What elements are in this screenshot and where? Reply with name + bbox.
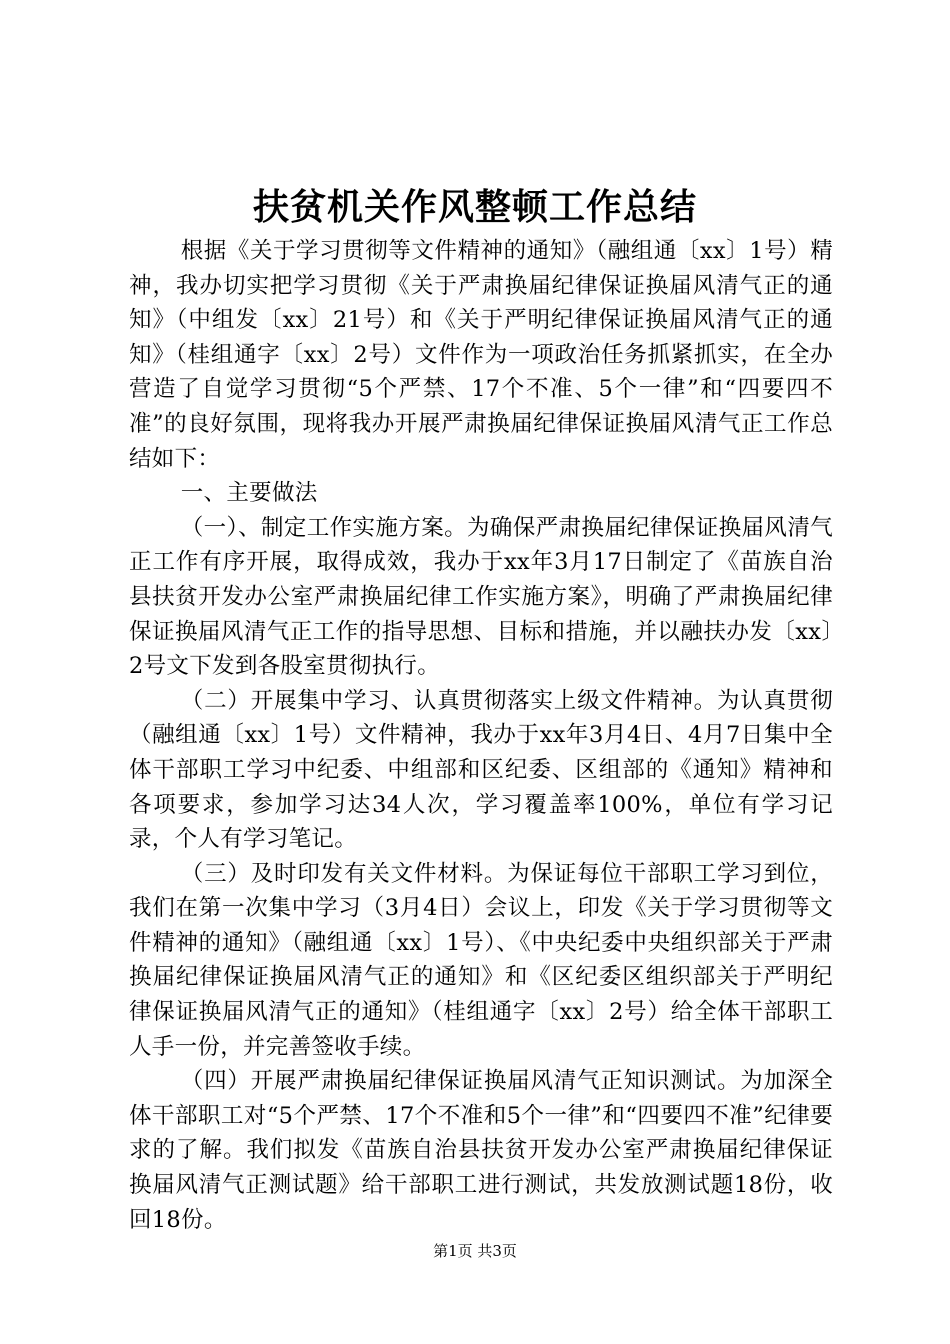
body-paragraph: （二）开展集中学习、认真贯彻落实上级文件精神。为认真贯彻（融组通〔xx〕1号）文件精神，我办于xx年3月4日、4月7日集中全体干部职工学习中纪委、中组部和区纪委、区组部的《通知》精神和各项要求，参加学习达34人次，学习覆盖率100%，单位有学习记录，个人有学习笔记。 <box>129 687 833 853</box>
body-paragraph: （四）开展严肃换届纪律保证换届风清气正知识测试。为加深全体干部职工对“5个严禁、17个不准和5个一律”和“四要四不准”纪律要求的了解。我们拟发《苗族自治县扶贫开发办公室严肃换届纪律保证换届风清气正测试题》给干部职工进行测试，共发放测试题18份，收回18份。 <box>129 1068 833 1233</box>
document-body <box>129 234 833 1237</box>
intro-paragraph: 根据《关于学习贯彻等文件精神的通知》（融组通〔xx〕1号）精神，我办切实把学习贯彻《关于严肃换届纪律保证换届风清气正的通知》（中组发〔xx〕21号）和《关于严明纪律保证换届风清气正的通知》（桂组通字〔xx〕2号）文件作为一项政治任务抓紧抓实，在全办营造了自觉学习贯彻“5个严禁、17个不准、5个一律”和“四要四不准”的良好氛围，现将我办开展严肃换届纪律保证换届风清气正工作总结如下： <box>129 238 833 472</box>
document-title: 扶贫机关作风整顿工作总结 <box>252 186 697 228</box>
body-paragraph: （一）、制定工作实施方案。为确保严肃换届纪律保证换届风清气正工作有序开展，取得成效，我办于xx年3月17日制定了《苗族自治县扶贫开发办公室严肃换届纪律工作实施方案》，明确了严肃换届纪律保证换届风清气正工作的指导思想、目标和措施，并以融扶办发〔xx〕2号文下发到各股室贯彻执行。 <box>129 514 833 680</box>
body-paragraph: （三）及时印发有关文件材料。为保证每位干部职工学习到位，我们在第一次集中学习（3月4日）会议上，印发《关于学习贯彻等文件精神的通知》（融组通〔xx〕1号）、《中央纪委中央组织部关于严肃换届纪律保证换届风清气正的通知》和《区纪委区组织部关于严明纪律保证换届风清气正的通知》（桂组通字〔xx〕2号）给全体干部职工人手一份，并完善签收手续。 <box>129 860 833 1060</box>
page-number: 第1页 共3页 <box>433 1242 517 1260</box>
section-heading: 一、主要做法 <box>180 480 318 507</box>
